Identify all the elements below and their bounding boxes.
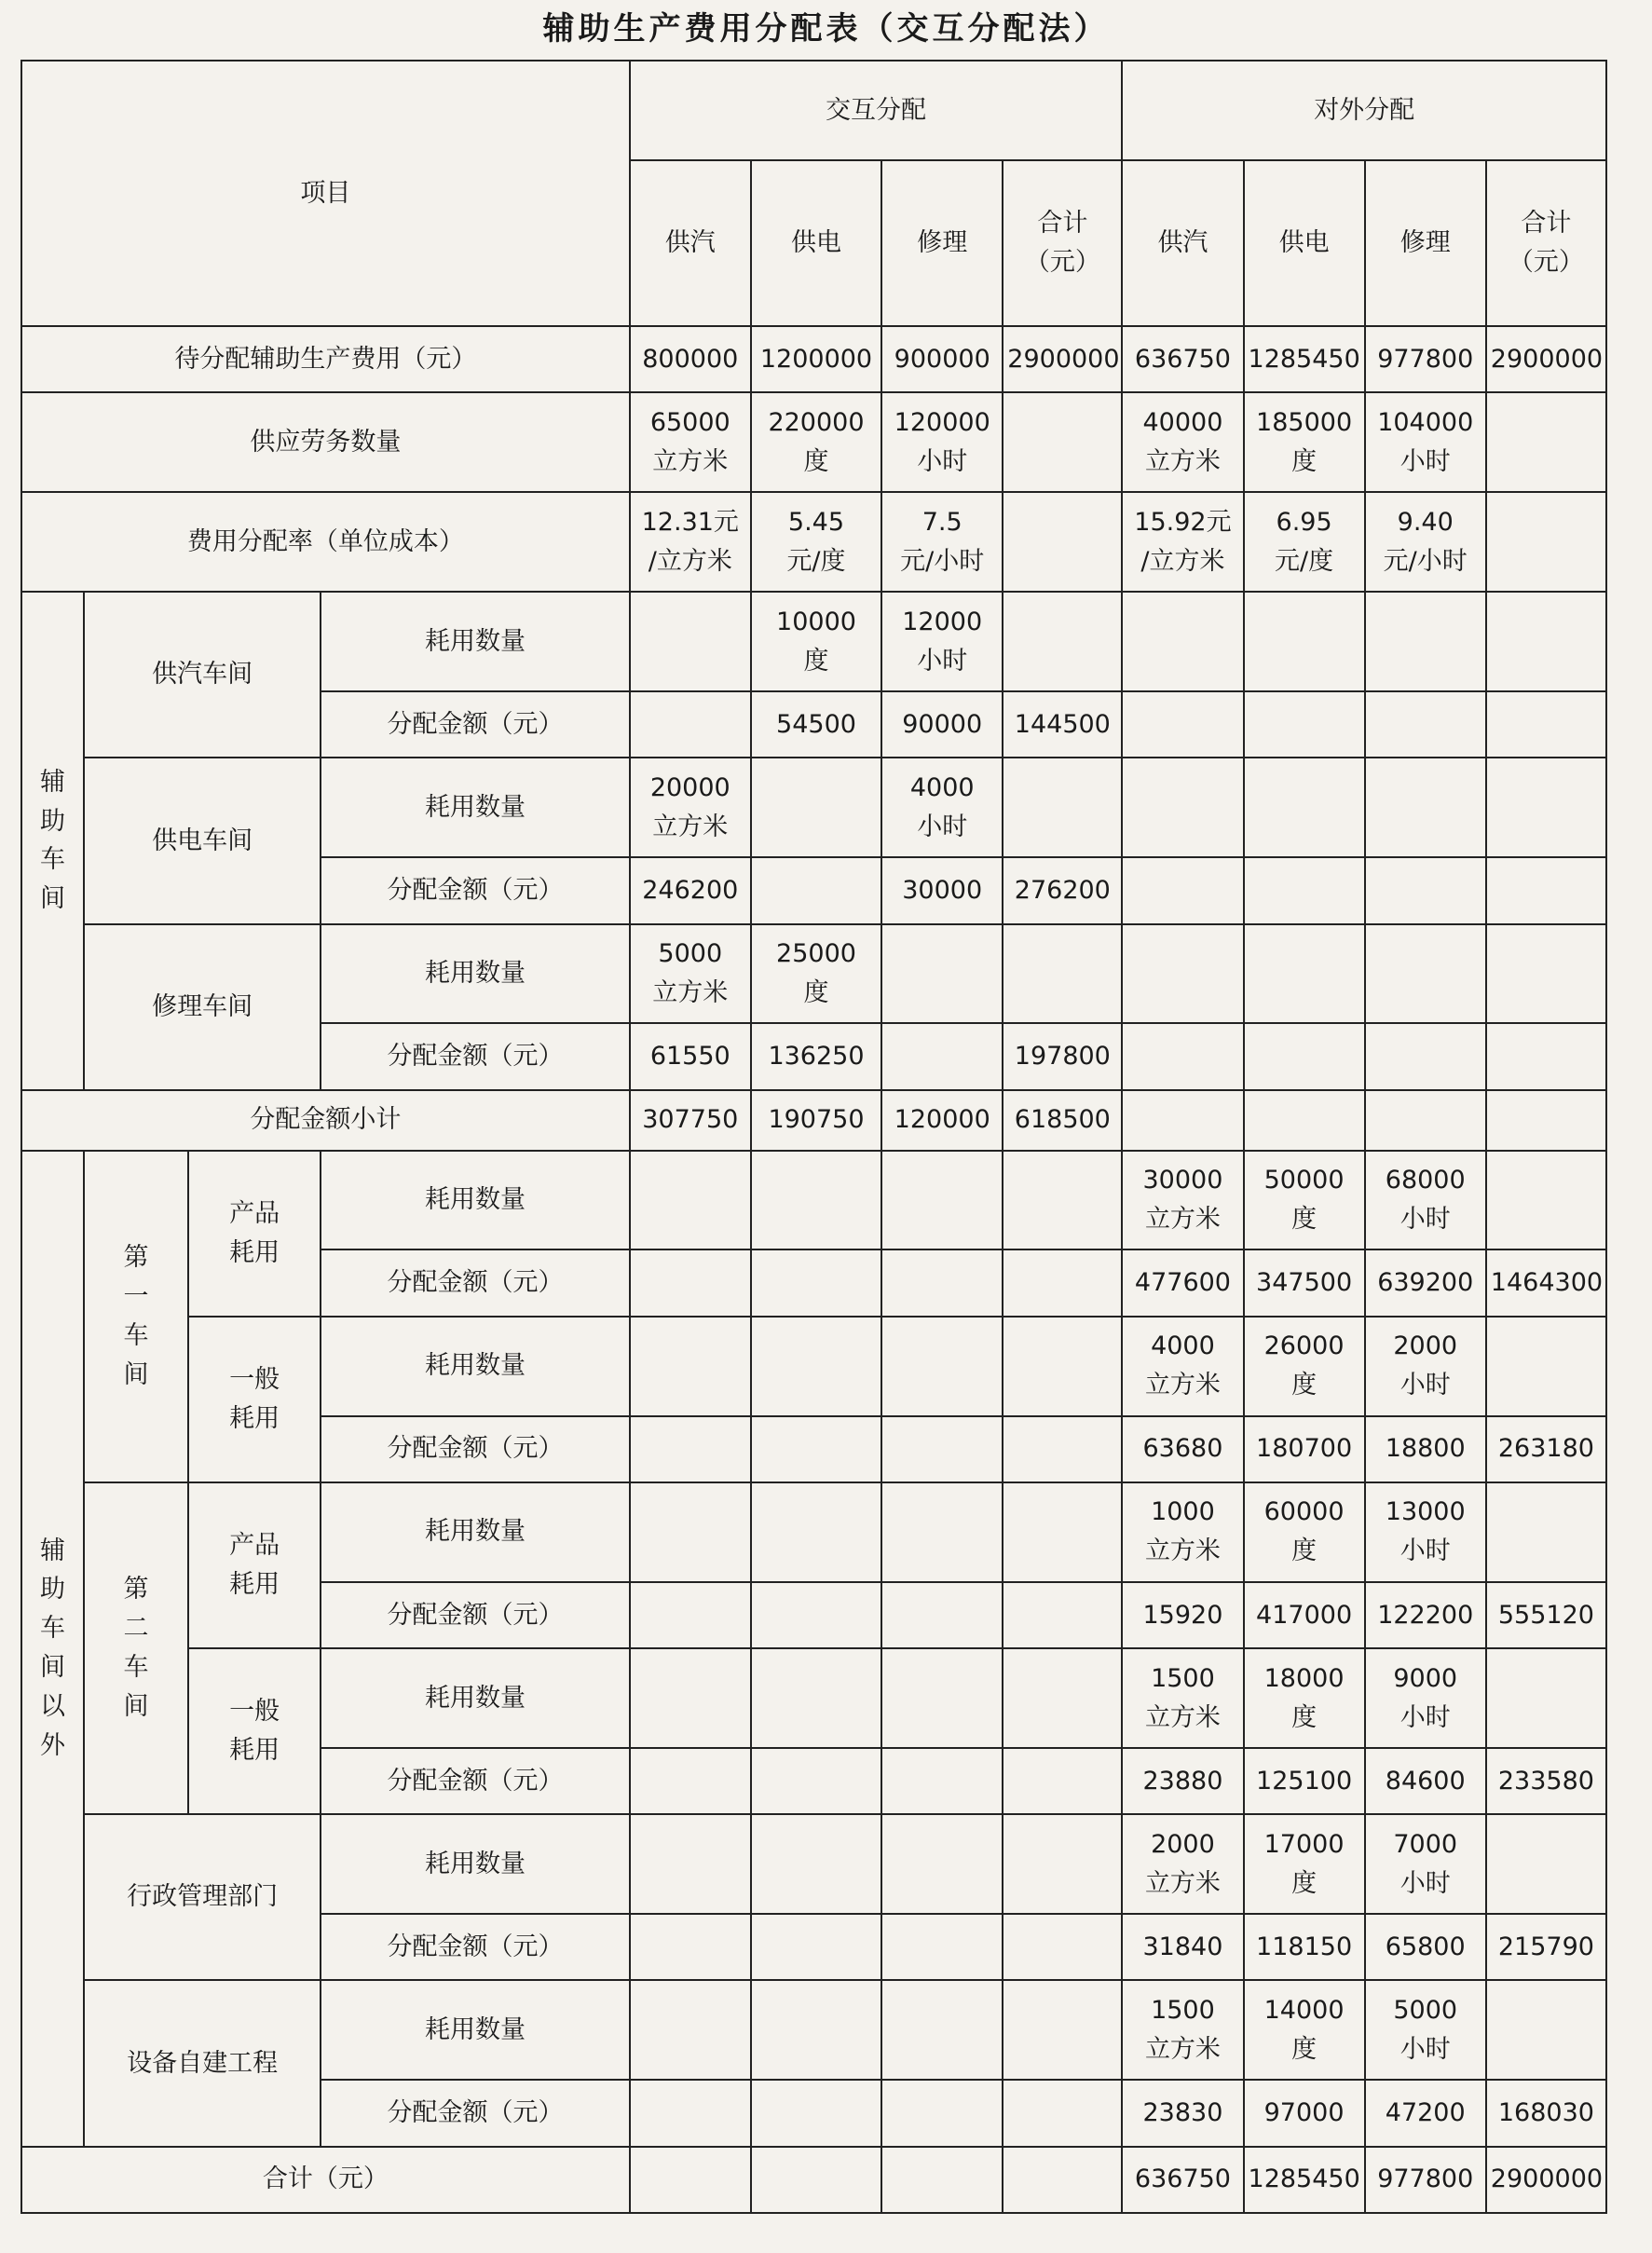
table-cell (881, 1416, 1003, 1482)
row-label: 待分配辅助生产费用（元） (21, 326, 630, 392)
table-cell (1122, 924, 1243, 1024)
table-row (21, 1317, 1606, 1416)
header-col: 合计 （元） (1003, 160, 1122, 326)
table-cell (630, 1814, 751, 1914)
table-cell: 118150 (1244, 1914, 1365, 1980)
table-cell (1365, 924, 1486, 1024)
table-cell (751, 1151, 881, 1250)
table-cell: 25000 度 (751, 924, 881, 1024)
table-cell (1486, 924, 1606, 1024)
table-cell (881, 1914, 1003, 1980)
table-cell: 977800 (1365, 2147, 1486, 2213)
row-label: 供应劳务数量 (21, 392, 630, 492)
table-cell: 68000 小时 (1365, 1151, 1486, 1250)
table-cell (1003, 1482, 1122, 1582)
table-cell: 7000 小时 (1365, 1814, 1486, 1914)
subtotal-label: 分配金额小计 (21, 1090, 630, 1151)
table-cell (1003, 1317, 1122, 1416)
table-cell (751, 1416, 881, 1482)
table-cell (1486, 1151, 1606, 1250)
table-cell (751, 1249, 881, 1316)
table-cell: 5000 小时 (1365, 1980, 1486, 2080)
table-cell (1486, 392, 1606, 492)
use-name: 产品 耗用 (188, 1151, 321, 1317)
table-cell (1244, 1090, 1365, 1151)
table-cell: 2000 立方米 (1122, 1814, 1243, 1914)
header-col: 合计 （元） (1486, 160, 1606, 326)
table-cell (751, 1914, 881, 1980)
department-name: 设备自建工程 (84, 1980, 321, 2146)
table-cell (1244, 592, 1365, 691)
table-cell: 185000 度 (1244, 392, 1365, 492)
qty-label: 耗用数量 (321, 1151, 629, 1250)
table-cell: 1000 立方米 (1122, 1482, 1243, 1582)
table-cell (1003, 1151, 1122, 1250)
page-title: 辅助生产费用分配表（交互分配法） (542, 10, 1110, 48)
table-cell (751, 857, 881, 923)
table-cell: 17000 度 (1244, 1814, 1365, 1914)
table-cell: 220000 度 (751, 392, 881, 492)
table-cell (1486, 1482, 1606, 1582)
table-cell (881, 1151, 1003, 1250)
table-cell: 23880 (1122, 1748, 1243, 1814)
table-cell (1244, 691, 1365, 758)
table-cell: 30000 立方米 (1122, 1151, 1243, 1250)
use-name: 一般 耗用 (188, 1648, 321, 1814)
table-cell (630, 1914, 751, 1980)
table-cell (1486, 857, 1606, 923)
qty-label: 耗用数量 (321, 1482, 629, 1582)
table-cell: 417000 (1244, 1582, 1365, 1648)
table-cell (1122, 691, 1243, 758)
table-cell: 6.95 元/度 (1244, 492, 1365, 592)
table-cell: 65800 (1365, 1914, 1486, 1980)
table-cell (630, 1582, 751, 1648)
table-cell: 97000 (1244, 2080, 1365, 2146)
table-cell: 2900000 (1003, 326, 1122, 392)
table-row (21, 758, 1606, 857)
table-cell: 84600 (1365, 1748, 1486, 1814)
table-cell: 190750 (751, 1090, 881, 1151)
table-cell: 246200 (630, 857, 751, 923)
table-cell: 1285450 (1244, 326, 1365, 392)
table-cell (1365, 1090, 1486, 1151)
table-cell (881, 1582, 1003, 1648)
amt-label: 分配金额（元） (321, 1914, 629, 1980)
table-cell: 26000 度 (1244, 1317, 1365, 1416)
table-cell: 104000 小时 (1365, 392, 1486, 492)
table-cell (630, 2147, 751, 2213)
table-cell: 120000 小时 (881, 392, 1003, 492)
table-cell (1365, 857, 1486, 923)
table-cell (1365, 1023, 1486, 1089)
qty-label: 耗用数量 (321, 1317, 629, 1416)
table-cell (881, 1814, 1003, 1914)
header-col: 修理 (1365, 160, 1486, 326)
qty-label: 耗用数量 (321, 758, 629, 857)
table-cell: 977800 (1365, 326, 1486, 392)
table-cell: 61550 (630, 1023, 751, 1089)
table-row (21, 61, 1606, 160)
table-cell (1244, 1023, 1365, 1089)
table-cell (1003, 1814, 1122, 1914)
table-cell (1122, 758, 1243, 857)
table-cell: 5000 立方米 (630, 924, 751, 1024)
table-cell (1003, 1582, 1122, 1648)
table-cell: 30000 (881, 857, 1003, 923)
qty-label: 耗用数量 (321, 924, 629, 1024)
table-cell: 180700 (1244, 1416, 1365, 1482)
table-cell (630, 1980, 751, 2080)
table-cell (751, 1814, 881, 1914)
table-cell: 14000 度 (1244, 1980, 1365, 2080)
table-cell (881, 1980, 1003, 2080)
table-row (21, 2147, 1606, 2213)
table-cell: 23830 (1122, 2080, 1243, 2146)
table-cell: 4000 小时 (881, 758, 1003, 857)
table-cell: 263180 (1486, 1416, 1606, 1482)
table-cell (1003, 1980, 1122, 2080)
table-cell: 125100 (1244, 1748, 1365, 1814)
table-cell (1486, 1090, 1606, 1151)
workshop-name: 修理车间 (84, 924, 321, 1090)
qty-label: 耗用数量 (321, 1814, 629, 1914)
table-cell: 1464300 (1486, 1249, 1606, 1316)
table-cell (881, 2080, 1003, 2146)
amt-label: 分配金额（元） (321, 2080, 629, 2146)
table-cell: 639200 (1365, 1249, 1486, 1316)
table-cell (751, 2080, 881, 2146)
table-cell (630, 1482, 751, 1582)
table-cell (881, 1648, 1003, 1748)
table-cell (751, 1748, 881, 1814)
table-cell (1486, 1317, 1606, 1416)
qty-label: 耗用数量 (321, 1980, 629, 2080)
table-cell (630, 2080, 751, 2146)
table-cell: 9000 小时 (1365, 1648, 1486, 1748)
table-cell: 18000 度 (1244, 1648, 1365, 1748)
amt-label: 分配金额（元） (321, 1249, 629, 1316)
table-cell: 1500 立方米 (1122, 1648, 1243, 1748)
table-cell (1365, 691, 1486, 758)
table-cell: 20000 立方米 (630, 758, 751, 857)
table-cell: 168030 (1486, 2080, 1606, 2146)
table-cell (630, 1317, 751, 1416)
table-cell: 54500 (751, 691, 881, 758)
table-cell: 15920 (1122, 1582, 1243, 1648)
header-item: 项目 (21, 61, 630, 326)
table-cell (630, 1249, 751, 1316)
table-cell: 636750 (1122, 2147, 1243, 2213)
table-cell (881, 1748, 1003, 1814)
table-cell (1486, 492, 1606, 592)
table-cell: 12000 小时 (881, 592, 1003, 691)
department-name: 行政管理部门 (84, 1814, 321, 1980)
amt-label: 分配金额（元） (321, 857, 629, 923)
table-cell (1003, 592, 1122, 691)
table-row (21, 1151, 1606, 1250)
table-cell (630, 1416, 751, 1482)
table-cell: 800000 (630, 326, 751, 392)
table-cell (881, 1317, 1003, 1416)
table-cell (881, 924, 1003, 1024)
aux-group-label: 辅 助 车 间 (21, 592, 84, 1090)
table-cell: 347500 (1244, 1249, 1365, 1316)
table-cell (881, 1023, 1003, 1089)
use-name: 一般 耗用 (188, 1317, 321, 1482)
table-cell (630, 592, 751, 691)
table-cell (1486, 1648, 1606, 1748)
table-row (21, 592, 1606, 691)
table-cell (1244, 758, 1365, 857)
workshop-name: 供电车间 (84, 758, 321, 923)
table-cell: 2900000 (1486, 326, 1606, 392)
table-cell (751, 1582, 881, 1648)
amt-label: 分配金额（元） (321, 1416, 629, 1482)
table-cell (751, 1317, 881, 1416)
table-cell (1003, 758, 1122, 857)
table-cell: 477600 (1122, 1249, 1243, 1316)
table-cell: 618500 (1003, 1090, 1122, 1151)
workshop-name: 供汽车间 (84, 592, 321, 758)
table-cell: 144500 (1003, 691, 1122, 758)
table-cell (1003, 2080, 1122, 2146)
table-cell: 120000 (881, 1090, 1003, 1151)
table-cell (1003, 1249, 1122, 1316)
table-cell (751, 2147, 881, 2213)
table-row (21, 1814, 1606, 1914)
table-cell: 7.5 元/小时 (881, 492, 1003, 592)
table-cell (1003, 392, 1122, 492)
row-label: 费用分配率（单位成本） (21, 492, 630, 592)
table-cell: 2900000 (1486, 2147, 1606, 2213)
table-cell (1486, 691, 1606, 758)
table-row (21, 326, 1606, 392)
table-cell: 15.92元 /立方米 (1122, 492, 1243, 592)
table-cell: 90000 (881, 691, 1003, 758)
table-row (21, 1980, 1606, 2080)
outside-group-label: 辅 助 车 间 以 外 (21, 1151, 84, 2147)
table-cell (1122, 592, 1243, 691)
table-cell (1244, 857, 1365, 923)
header-interactive: 交互分配 (630, 61, 1123, 160)
table-cell (1486, 592, 1606, 691)
table-cell (751, 1482, 881, 1582)
table-cell: 9.40 元/小时 (1365, 492, 1486, 592)
table-cell: 1500 立方米 (1122, 1980, 1243, 2080)
table-cell (1486, 1023, 1606, 1089)
workshop-name: 第 一 车 间 (84, 1151, 188, 1482)
table-row (21, 1090, 1606, 1151)
qty-label: 耗用数量 (321, 592, 629, 691)
table-cell: 12.31元 /立方米 (630, 492, 751, 592)
header-col: 供电 (1244, 160, 1365, 326)
allocation-table (20, 60, 1607, 2214)
table-cell (1003, 1416, 1122, 1482)
table-cell: 4000 立方米 (1122, 1317, 1243, 1416)
header-col: 修理 (881, 160, 1003, 326)
table-cell (1244, 924, 1365, 1024)
table-cell (881, 1249, 1003, 1316)
table-cell: 900000 (881, 326, 1003, 392)
table-cell (1003, 2147, 1122, 2213)
total-label: 合计（元） (21, 2147, 630, 2213)
table-cell: 5.45 元/度 (751, 492, 881, 592)
table-cell: 636750 (1122, 326, 1243, 392)
header-col: 供电 (751, 160, 881, 326)
table-cell: 40000 立方米 (1122, 392, 1243, 492)
table-cell: 18800 (1365, 1416, 1486, 1482)
table-cell: 13000 小时 (1365, 1482, 1486, 1582)
table-cell: 50000 度 (1244, 1151, 1365, 1250)
table-cell (630, 1648, 751, 1748)
amt-label: 分配金额（元） (321, 691, 629, 758)
table-cell: 60000 度 (1244, 1482, 1365, 1582)
workshop-name: 第 二 车 间 (84, 1482, 188, 1814)
header-external: 对外分配 (1122, 61, 1606, 160)
table-row (21, 924, 1606, 1024)
table-cell: 47200 (1365, 2080, 1486, 2146)
amt-label: 分配金额（元） (321, 1582, 629, 1648)
table-cell (1122, 1023, 1243, 1089)
table-cell: 65000 立方米 (630, 392, 751, 492)
table-cell: 2000 小时 (1365, 1317, 1486, 1416)
header-col: 供汽 (1122, 160, 1243, 326)
table-cell (1122, 1090, 1243, 1151)
table-cell (1122, 857, 1243, 923)
table-cell (1486, 758, 1606, 857)
table-cell: 63680 (1122, 1416, 1243, 1482)
amt-label: 分配金额（元） (321, 1748, 629, 1814)
table-cell (881, 2147, 1003, 2213)
table-cell: 1200000 (751, 326, 881, 392)
table-cell (630, 1748, 751, 1814)
table-cell (1486, 1980, 1606, 2080)
table-cell (1003, 1748, 1122, 1814)
table-cell (1003, 1914, 1122, 1980)
table-cell: 10000 度 (751, 592, 881, 691)
table-cell: 555120 (1486, 1582, 1606, 1648)
table-cell (630, 691, 751, 758)
table-cell (1365, 592, 1486, 691)
table-cell (630, 1151, 751, 1250)
table-cell: 122200 (1365, 1582, 1486, 1648)
qty-label: 耗用数量 (321, 1648, 629, 1748)
table-cell: 136250 (751, 1023, 881, 1089)
amt-label: 分配金额（元） (321, 1023, 629, 1089)
table-cell (1365, 758, 1486, 857)
table-cell: 197800 (1003, 1023, 1122, 1089)
table-cell (1003, 1648, 1122, 1748)
table-cell: 233580 (1486, 1748, 1606, 1814)
table-row (21, 392, 1606, 492)
table-cell (751, 1980, 881, 2080)
use-name: 产品 耗用 (188, 1482, 321, 1648)
table-cell: 307750 (630, 1090, 751, 1151)
table-cell: 31840 (1122, 1914, 1243, 1980)
table-cell (1003, 924, 1122, 1024)
table-cell: 215790 (1486, 1914, 1606, 1980)
table-cell (751, 1648, 881, 1748)
table-cell: 276200 (1003, 857, 1122, 923)
table-cell (881, 1482, 1003, 1582)
header-col: 供汽 (630, 160, 751, 326)
table-row (21, 1482, 1606, 1582)
table-cell (1003, 492, 1122, 592)
table-row (21, 492, 1606, 592)
table-cell (1486, 1814, 1606, 1914)
table-cell: 1285450 (1244, 2147, 1365, 2213)
table-row (21, 1648, 1606, 1748)
table-cell (751, 758, 881, 857)
